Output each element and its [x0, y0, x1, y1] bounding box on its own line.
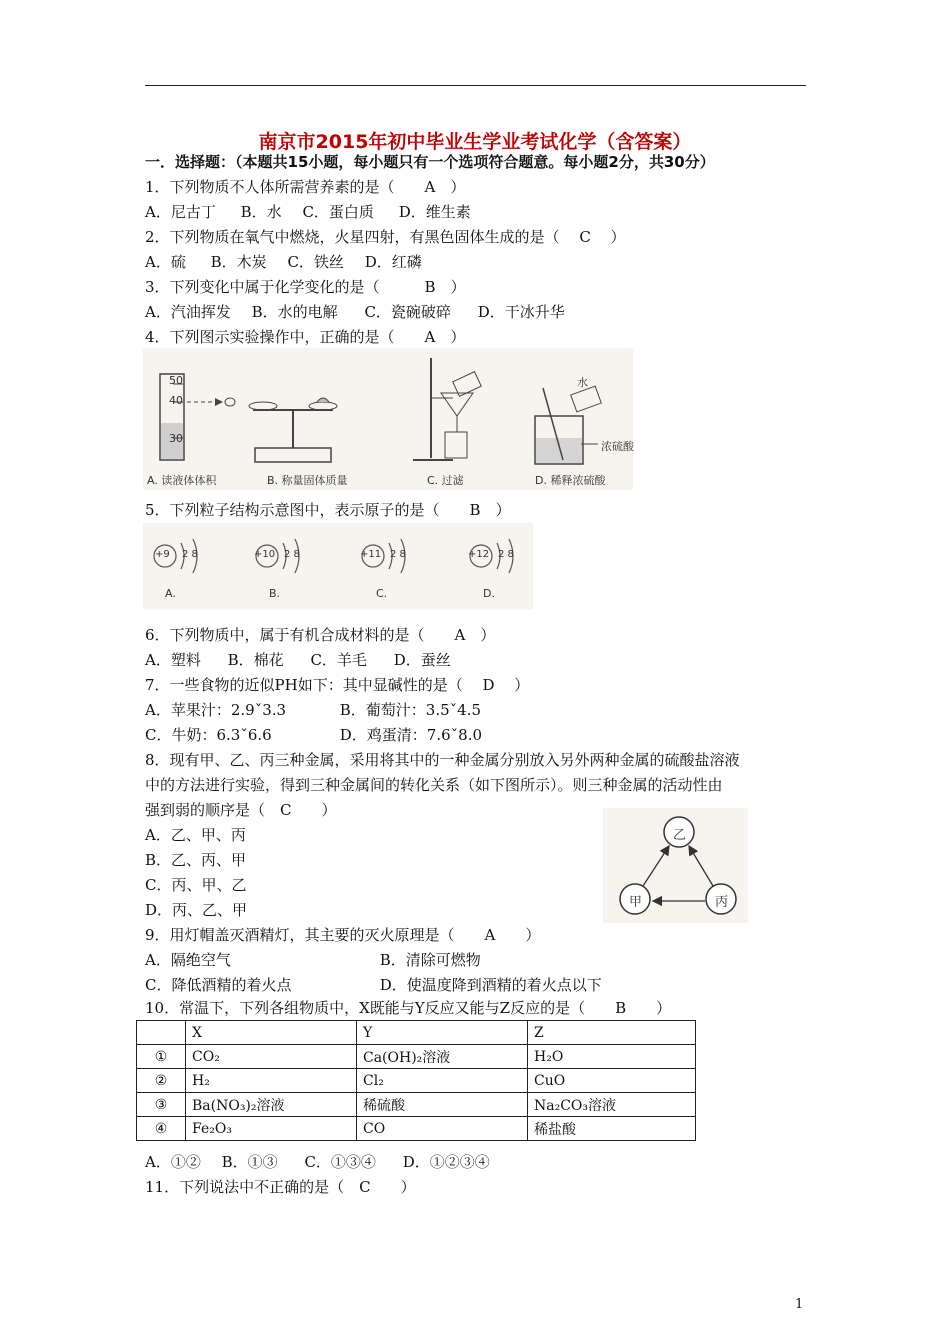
- q4-acid-label: 浓硫酸: [601, 440, 634, 453]
- q7-option-b: B．葡萄汁：3.5ˇ4.5: [339, 701, 482, 719]
- table-header-cell: Y: [357, 1021, 528, 1045]
- q5-stem: 5．下列粒子结构示意图中，表示原子的是（ B ）: [145, 501, 511, 519]
- q10-table: [136, 1020, 696, 1141]
- table-row: [137, 1093, 696, 1117]
- q2-option-c: C．铁丝: [287, 253, 344, 271]
- q8-option-d: D．丙、乙、甲: [145, 901, 248, 919]
- q8-option-b: B．乙、丙、甲: [145, 851, 247, 869]
- q1-stem: 1．下列物质不人体所需营养素的是（ A ）: [145, 178, 466, 196]
- section-heading: 一．选择题：（本题共15小题，每小题只有一个选项符合题意。每小题2分，共30分）: [145, 153, 715, 171]
- q4-fig-label-d: D. 稀释浓硫酸: [535, 474, 606, 487]
- q6-option-c: C．羊毛: [310, 651, 367, 669]
- q5-b-shells: 2 8: [284, 549, 300, 560]
- q5-atom-figure: [143, 523, 533, 609]
- table-row: [137, 1117, 696, 1141]
- q9-option-a: A．隔绝空气: [145, 951, 231, 969]
- table-header-cell: Z: [528, 1021, 696, 1045]
- header-rule: [145, 85, 806, 86]
- table-cell: CO: [357, 1117, 528, 1141]
- table-cell: CuO: [528, 1069, 696, 1093]
- table-cell: ②: [137, 1069, 186, 1093]
- q4-lab-drawing: [143, 348, 633, 490]
- table-cell: Ba(NO₃)₂溶液: [186, 1093, 357, 1117]
- q8-stem-line1: 8．现有甲、乙、丙三种金属，采用将其中的一种金属分别放入另外两种金属的硫酸盐溶液: [145, 751, 740, 769]
- q3-option-b: B．水的电解: [251, 303, 338, 321]
- q6-option-b: B．棉花: [227, 651, 284, 669]
- q8-node-yi: 乙: [673, 828, 687, 843]
- q2-stem: 2．下列物质在氧气中燃烧，火星四射，有黑色固体生成的是（ C ）: [145, 228, 626, 246]
- q5-a-label: A.: [165, 587, 176, 600]
- q7-option-a: A．苹果汁：2.9ˇ3.3: [145, 701, 287, 719]
- q6-stem: 6．下列物质中，属于有机合成材料的是（ A ）: [145, 626, 496, 644]
- table-row: [137, 1069, 696, 1093]
- table-cell: Na₂CO₃溶液: [528, 1093, 696, 1117]
- q4-scale-30: 30: [169, 432, 183, 445]
- q8-cycle-figure: [603, 808, 748, 923]
- q7-option-c: C．牛奶：6.3ˇ6.6: [145, 726, 272, 744]
- q8-node-bing: 丙: [715, 895, 729, 910]
- q5-atom-drawing: [143, 523, 533, 609]
- table-cell: H₂O: [528, 1045, 696, 1069]
- q8-stem-line2: 中的方法进行实验，得到三种金属间的转化关系（如下图所示）。则三种金属的活动性由: [145, 776, 723, 794]
- table-cell: Fe₂O₃: [186, 1117, 357, 1141]
- q8-stem-line3: 强到弱的顺序是（ C ）: [145, 801, 337, 819]
- q5-b-nucleus: +10: [254, 549, 276, 560]
- page-number: 1: [795, 1297, 804, 1312]
- q9-option-d: D．使温度降到酒精的着火点以下: [379, 976, 602, 994]
- table-cell: ①: [137, 1045, 186, 1069]
- q2-options: [145, 252, 422, 272]
- q10-stem: 10．常温下，下列各组物质中，X既能与Y反应又能与Z反应的是（ B ）: [145, 999, 672, 1017]
- q4-lab-figure: [143, 348, 633, 490]
- q10-options: [145, 1152, 490, 1172]
- q1-option-b: B．水: [240, 203, 282, 221]
- table-cell: Cl₂: [357, 1069, 528, 1093]
- table-header-row: [137, 1021, 696, 1045]
- table-header-cell: X: [186, 1021, 357, 1045]
- q1-option-d: D．维生素: [398, 203, 471, 221]
- q1-option-c: C．蛋白质: [302, 203, 374, 221]
- q8-option-a: A．乙、甲、丙: [145, 826, 246, 844]
- q3-options: [145, 302, 565, 322]
- q2-option-a: A．硫: [145, 253, 186, 271]
- q9-option-c: C．降低酒精的着火点: [145, 976, 292, 994]
- q10-option-a: A．①②: [145, 1153, 201, 1171]
- table-cell: H₂: [186, 1069, 357, 1093]
- q5-c-nucleus: +11: [360, 549, 382, 560]
- q2-option-d: D．红磷: [364, 253, 422, 271]
- q5-d-shells: 2 8: [498, 549, 514, 560]
- table-cell: ③: [137, 1093, 186, 1117]
- q8-node-jia: 甲: [629, 895, 643, 910]
- q3-option-a: A．汽油挥发: [145, 303, 231, 321]
- q6-option-d: D．蚕丝: [393, 651, 451, 669]
- q6-options: [145, 650, 451, 670]
- q7-stem: 7．一些食物的近似PH如下：其中显碱性的是（ D ）: [145, 676, 530, 694]
- page-title: 南京市2015年初中毕业生学业考试化学（含答案）: [258, 131, 692, 153]
- q7-options-row1: [145, 700, 481, 720]
- q5-d-label: D.: [483, 587, 495, 600]
- q8-option-c: C．丙、甲、乙: [145, 876, 247, 894]
- q11-stem: 11．下列说法中不正确的是（ C ）: [145, 1178, 416, 1196]
- q5-d-nucleus: +12: [468, 549, 490, 560]
- q9-options-row2: [145, 975, 602, 995]
- table-cell: 稀盐酸: [528, 1117, 696, 1141]
- q10-option-b: B．①③: [221, 1153, 278, 1171]
- q9-option-b: B．清除可燃物: [379, 951, 481, 969]
- q7-options-row2: [145, 725, 482, 745]
- q9-stem: 9．用灯帽盖灭酒精灯，其主要的灭火原理是（ A ）: [145, 926, 541, 944]
- q4-fig-label-c: C. 过滤: [427, 474, 464, 487]
- table-header-cell: [137, 1021, 186, 1045]
- q9-options-row1: [145, 950, 481, 970]
- q4-fig-label-b: B. 称量固体质量: [267, 474, 348, 487]
- q4-scale-50: 50: [169, 374, 183, 387]
- q5-c-shells: 2 8: [390, 549, 406, 560]
- q4-fig-label-a: A. 读液体体积: [147, 474, 217, 487]
- q4-stem: 4．下列图示实验操作中，正确的是（ A ）: [145, 328, 466, 346]
- table-cell: Ca(OH)₂溶液: [357, 1045, 528, 1069]
- q10-option-c: C．①③④: [304, 1153, 376, 1171]
- table-row: [137, 1045, 696, 1069]
- q6-option-a: A．塑料: [145, 651, 201, 669]
- table-cell: ④: [137, 1117, 186, 1141]
- q1-options: [145, 202, 471, 222]
- q5-a-nucleus: +9: [155, 549, 170, 560]
- table-cell: CO₂: [186, 1045, 357, 1069]
- q7-option-d: D．鸡蛋清：7.6ˇ8.0: [339, 726, 483, 744]
- q4-scale-40: 40: [169, 394, 183, 407]
- q3-stem: 3．下列变化中属于化学变化的是（ B ）: [145, 278, 466, 296]
- q5-a-shells: 2 8: [182, 549, 198, 560]
- q3-option-d: D．干冰升华: [477, 303, 565, 321]
- q2-option-b: B．木炭: [210, 253, 267, 271]
- table-cell: 稀硫酸: [357, 1093, 528, 1117]
- q5-b-label: B.: [269, 587, 281, 600]
- q10-option-d: D．①②③④: [402, 1153, 490, 1171]
- q1-option-a: A．尼古丁: [145, 203, 216, 221]
- q4-water-label: 水: [577, 376, 588, 389]
- q3-option-c: C．瓷碗破碎: [364, 303, 451, 321]
- q5-c-label: C.: [376, 587, 388, 600]
